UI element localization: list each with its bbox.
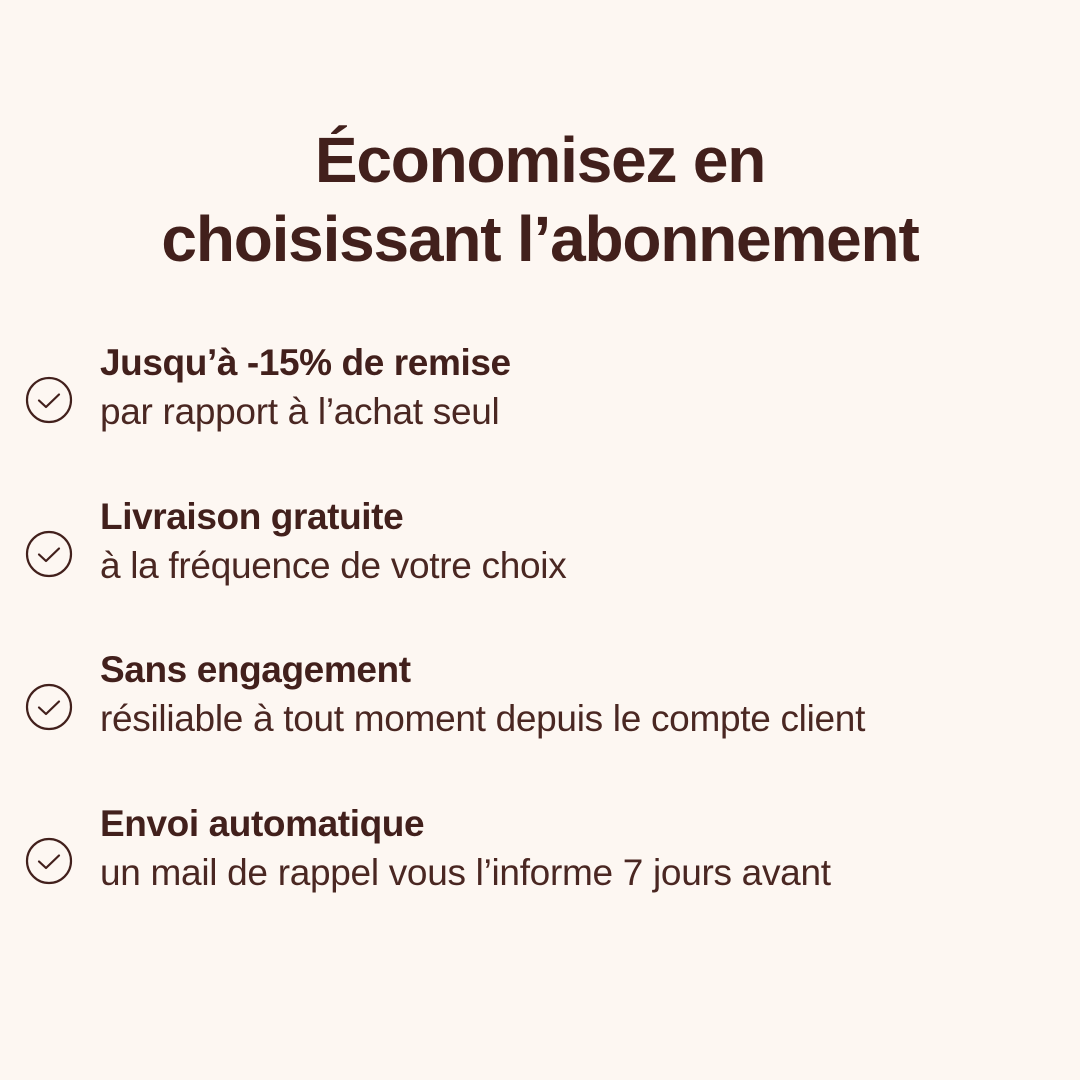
benefit-list	[0, 340, 1080, 896]
list-item	[14, 340, 1066, 436]
benefit-subtitle: résiliable à tout moment depuis le compte client	[100, 698, 866, 740]
check-circle-icon-svg	[25, 376, 73, 424]
benefit-title: Jusqu’à -15% de remise	[100, 342, 511, 383]
page-title	[0, 121, 1080, 280]
list-item	[14, 494, 1066, 590]
check-circle-icon-svg	[25, 837, 73, 885]
check-circle-icon	[14, 340, 84, 424]
benefit-text	[84, 647, 1066, 743]
check-circle-icon	[14, 801, 84, 885]
benefit-text	[84, 494, 1066, 590]
check-circle-icon-svg	[25, 683, 73, 731]
page-title-line-2: choisissant l’abonnement	[161, 203, 919, 276]
benefit-subtitle: à la fréquence de votre choix	[100, 544, 567, 586]
check-circle-icon-svg	[25, 530, 73, 578]
benefit-title: Envoi automatique	[100, 802, 425, 844]
benefit-subtitle: par rapport à l’achat seul	[100, 391, 500, 433]
benefit-title: Livraison gratuite	[100, 495, 404, 537]
benefit-title: Sans engagement	[100, 649, 411, 691]
benefit-text	[84, 801, 1066, 897]
benefit-text	[84, 340, 1066, 436]
check-circle-icon	[14, 494, 84, 578]
benefit-subtitle: un mail de rappel vous l’informe 7 jours avant	[100, 852, 831, 894]
list-item	[14, 801, 1066, 897]
check-circle-icon	[14, 647, 84, 731]
page-title-line-1: Économisez en	[314, 123, 766, 196]
list-item	[14, 647, 1066, 743]
